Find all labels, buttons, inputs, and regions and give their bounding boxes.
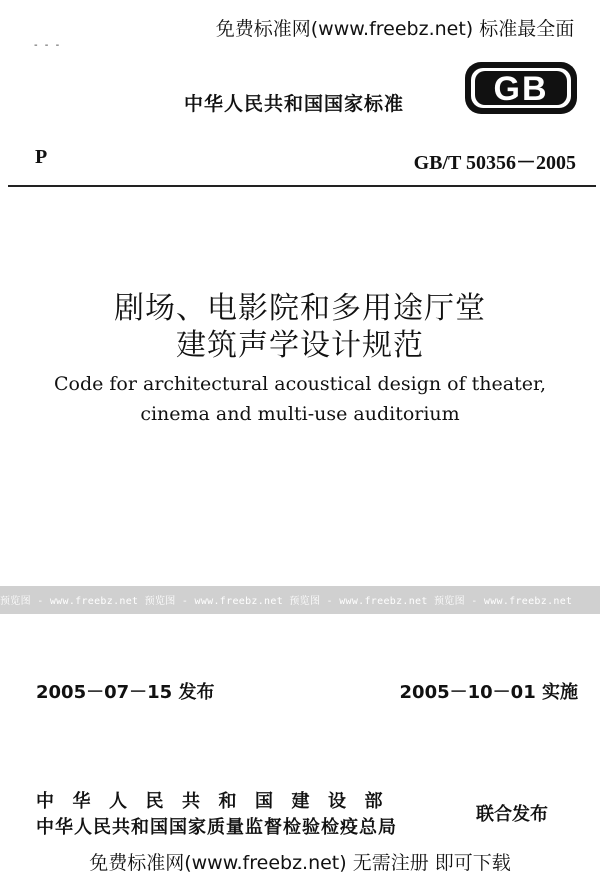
- standard-number: GB/T 50356－2005: [413, 152, 576, 174]
- gb-logo: [463, 60, 579, 116]
- issuer-aqsiq: 中华人民共和国国家质量监督检验检疫总局: [36, 817, 397, 838]
- header-dashes: - - -: [34, 40, 62, 51]
- top-banner: 免费标准网(www.freebz.net) 标准最全面: [215, 18, 575, 40]
- national-standard-heading: 中华人民共和国国家标准: [183, 93, 404, 115]
- watermark-text: 预览图 - www.freebz.net 预览图 - www.freebz.net 预览图 - www.freebz.net 预览图 - www.freebz.net: [0, 596, 573, 607]
- header-rule: [8, 185, 596, 187]
- title-en-line-2: cinema and multi-use auditorium: [140, 403, 460, 425]
- issuer-ministry-of-construction: 中华人民共和国建设部: [36, 791, 401, 812]
- footer-banner: 免费标准网(www.freebz.net) 无需注册 即可下载: [89, 852, 511, 874]
- title-cn-line-1: 剧场、电影院和多用途厅堂: [114, 291, 486, 326]
- title-cn-line-2: 建筑声学设计规范: [176, 328, 424, 363]
- joint-issue-label: 联合发布: [476, 804, 548, 825]
- category-code: P: [35, 146, 48, 168]
- title-en-line-1: Code for architectural acoustical design of theater,: [53, 373, 547, 395]
- issue-date: 2005－07－15 发布: [36, 682, 215, 703]
- implement-date: 2005－10－01 实施: [399, 682, 578, 703]
- gb-logo-text: GB: [493, 70, 549, 108]
